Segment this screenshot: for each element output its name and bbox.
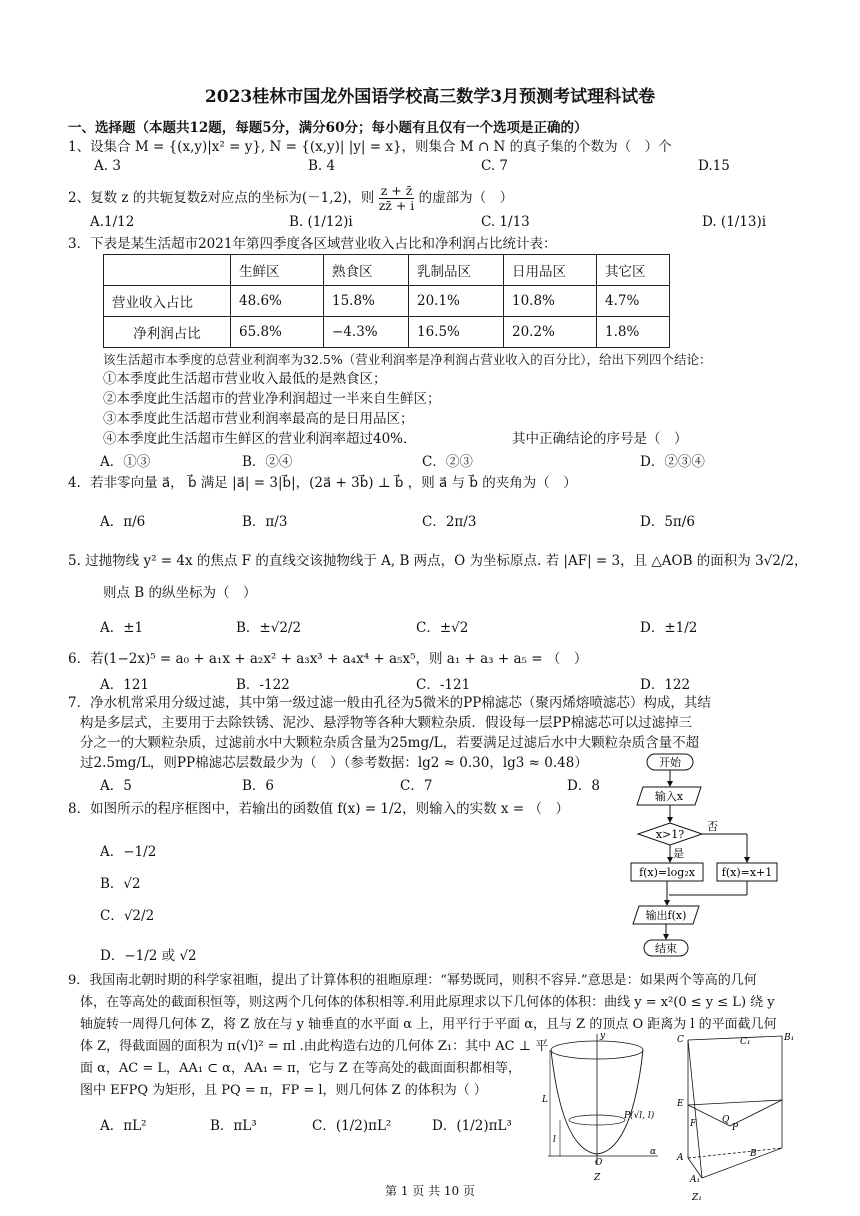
q1-option-c: C. 7	[481, 158, 509, 174]
fig-C-label: C	[677, 1035, 684, 1045]
q5-option-d: D．±1/2	[640, 620, 698, 636]
q2-fraction-num: z + z̄	[380, 183, 413, 198]
q8-option-c: C．√2/2	[100, 908, 155, 924]
table-cell: 48.6%	[231, 286, 324, 317]
q8-option-b: B．√2	[100, 876, 141, 892]
fig-L-label: L	[542, 1095, 548, 1105]
q4-stem: 4．若非零向量 a⃗， b⃗ 满足 |a⃗| = 3|b⃗|，(2a⃗ + 3b⃗) ⊥ b⃗ ，则 a⃗ 与 b⃗ 的夹角为（ ）	[68, 475, 577, 491]
q7-option-a: A．5	[100, 778, 132, 794]
fig-l-label: l	[553, 1135, 556, 1145]
fig-A1-label: A₁	[690, 1175, 701, 1185]
page-title: 2023桂林市国龙外国语学校高三数学3月预测考试理科试卷	[204, 87, 656, 107]
q2-option-b: B. (1/12)i	[289, 214, 353, 230]
fig-B-label: B	[750, 1149, 757, 1159]
table-row	[104, 286, 670, 317]
fig-Q-label: Q	[722, 1115, 730, 1125]
table-cell: 10.8%	[504, 286, 597, 317]
q1-option-b: B. 4	[308, 158, 336, 174]
q7-option-d: D．8	[567, 778, 600, 794]
flow-output-label: 输出f(x)	[645, 909, 687, 922]
table-cell: 净利润占比	[104, 317, 231, 348]
q9-line-3: 轴旋转一周得几何体 Z，将 Z 放在与 y 轴垂直的水平面 α 上，用平行于平面 α，且与 Z 的顶点 O 距离为 l 的平面截几何	[80, 1017, 777, 1032]
flow-input-label: 输入x	[654, 790, 684, 803]
q2-fraction-den: zz̄ + i	[378, 198, 415, 213]
q4-option-a: A．π/6	[100, 514, 146, 530]
fig-O-label: O	[595, 1158, 603, 1168]
q9-line-6: 图中 EFPQ 为矩形，且 PQ = π，FP = l，则几何体 Z 的体积为（ ）	[80, 1083, 487, 1098]
q3-option-b: B．②④	[242, 454, 293, 470]
q2-option-a: A.1/12	[90, 214, 135, 230]
q5-option-b: B．±√2/2	[236, 620, 302, 636]
fig-Pp-label: P	[732, 1123, 739, 1133]
q5-stem-2: 则点 B 的纵坐标为（ ）	[103, 585, 257, 601]
q3-option-a: A．①③	[100, 454, 151, 470]
q2-stem	[68, 180, 513, 216]
q7-line-3: 分之一的大颗粒杂质，过滤前水中大颗粒杂质含量为25mg/L，若要满足过滤后水中大颗粒杂质含量不超	[80, 735, 700, 751]
q8-flowchart	[625, 750, 780, 965]
q3-line1: 该生活超市本季度的总营业利润率为32.5%（营业利润率是净利润占营业收入的百分比），给出下列四个结论：	[103, 352, 712, 367]
table-cell: 65.8%	[231, 317, 324, 348]
table-cell: 4.7%	[597, 286, 670, 317]
q7-option-c: C．7	[400, 778, 433, 794]
table-cell: 乳制品区	[409, 255, 504, 286]
prism-z1	[688, 1036, 782, 1178]
fig-y-label: y	[600, 1031, 606, 1041]
table-cell: 20.2%	[504, 317, 597, 348]
fig-B1-label: B₁	[784, 1033, 795, 1043]
q9-option-d: D．(1/2)πL³	[432, 1118, 512, 1134]
fig-E-label: E	[677, 1099, 684, 1109]
q3-option-d: D．②③④	[640, 454, 705, 470]
q3-conclusion-1: ①本季度此生活超市营业收入最低的是熟食区；	[103, 371, 387, 387]
page-footer: 第 1 页 共 10 页	[385, 1184, 475, 1198]
q2-fraction	[379, 184, 415, 213]
table-cell: 日用品区	[504, 255, 597, 286]
fig-C1-label: C₁	[740, 1037, 751, 1047]
q1-stem: 1、设集合 M = {(x,y)|x² = y}, N = {(x,y)| |y| = x}，则集合 M ∩ N 的真子集的个数为（ ）个	[68, 139, 672, 155]
fig-alpha-label: α	[650, 1147, 657, 1157]
q6-option-c: C．-121	[416, 677, 471, 693]
table-row	[104, 317, 670, 348]
section-heading: 一、选择题（本题共12题，每题5分，满分60分；每小题有且仅有一个选项是正确的）	[68, 120, 588, 136]
q9-option-c: C．(1/2)πL²	[312, 1118, 392, 1134]
q7-line-4: 过2.5mg/L，则PP棉滤芯层数最少为（ ）（参考数据：lg2 ≈ 0.30，lg3 ≈ 0.48）	[80, 755, 588, 771]
q9-line-4: 体 Z，得截面圆的面积为 π(√l)² = πl .由此构造右边的几何体 Z₁：其中 AC ⊥ 平	[80, 1039, 549, 1054]
q4-option-c: C．2π/3	[422, 514, 477, 530]
fig-A-label: A	[677, 1153, 684, 1163]
q5-option-a: A．±1	[100, 620, 144, 636]
q9-option-a: A．πL²	[100, 1118, 147, 1134]
q4-option-d: D．5π/6	[640, 514, 695, 530]
table-header-row	[104, 255, 670, 286]
q6-option-a: A．121	[100, 677, 150, 693]
q9-line-5: 面 α，AC = L，AA₁ ⊂ α，AA₁ = π，它与 Z 在等高处的截面面积都相等，	[80, 1061, 521, 1076]
fig-Z1-label: Z₁	[692, 1193, 702, 1203]
table-cell: 20.1%	[409, 286, 504, 317]
q9-option-b: B．πL³	[210, 1118, 257, 1134]
table-cell: 熟食区	[324, 255, 409, 286]
q8-option-d: D．−1/2 或 √2	[100, 948, 197, 964]
q4-option-b: B．π/3	[242, 514, 288, 530]
paraboloid-z	[548, 1034, 658, 1165]
table-cell	[104, 255, 231, 286]
fig-Z-label: Z	[594, 1173, 601, 1183]
flow-plus-label: f(x)=x+1	[721, 866, 773, 879]
q1-option-d: D.15	[698, 158, 730, 174]
q2-stem-a: 2、复数 z 的共轭复数z̄对应点的坐标为(－1,2)，则	[68, 190, 375, 206]
q3-conclusion-4: ④本季度此生活超市生鲜区的营业利润率超过40%．	[103, 431, 417, 447]
q6-stem: 6．若(1−2x)⁵ = a₀ + a₁x + a₂x² + a₃x³ + a₄x⁴ + a₅x⁵，则 a₁ + a₃ + a₅ = （ ）	[68, 651, 588, 667]
q3-conclusion-2: ②本季度此生活超市的营业净利润超过一半来自生鲜区；	[103, 391, 441, 407]
table-cell: 15.8%	[324, 286, 409, 317]
q5-stem: 5. 过抛物线 y² = 4x 的焦点 F 的直线交该抛物线于 A, B 两点，O 为坐标原点. 若 |AF| = 3，且 △AOB 的面积为 3√2/2，	[68, 553, 808, 569]
flow-start-label: 开始	[659, 756, 681, 769]
table-cell: 生鲜区	[231, 255, 324, 286]
q3-option-c: C．②③	[422, 454, 473, 470]
q7-line-2: 构是多层式，主要用于去除铁锈、泥沙、悬浮物等各种大颗粒杂质．假设每一层PP棉滤芯可以过滤掉三	[80, 715, 693, 731]
fig-F-label: F	[690, 1119, 697, 1129]
q2-option-d: D. (1/13)i	[702, 214, 767, 230]
q7-option-b: B．6	[242, 778, 275, 794]
flow-condition-label: x>1?	[655, 828, 685, 841]
table-cell: 1.8%	[597, 317, 670, 348]
q8-stem: 8．如图所示的程序框图中，若输出的函数值 f(x) = 1/2，则输入的实数 x = （ ）	[68, 801, 569, 817]
q6-option-b: B．-122	[236, 677, 290, 693]
q3-ask: 其中正确结论的序号是（ ）	[512, 431, 688, 447]
q1-option-a: A. 3	[94, 158, 121, 174]
fig-P-label: P(√l, l)	[624, 1111, 655, 1121]
table-cell: 其它区	[597, 255, 670, 286]
q9-line-2: 体，在等高处的截面积恒等，则这两个几何体的体积相等.利用此原理求以下几何体的体积：曲线 y = x²(0 ≤ y ≤ L) 绕 y	[80, 995, 775, 1010]
q3-table	[103, 254, 670, 348]
q3-conclusion-3: ③本季度此生活超市营业利润率最高的是日用品区；	[103, 411, 414, 427]
q8-option-a: A．−1/2	[100, 844, 157, 860]
q7-line-1: 7．净水机常采用分级过滤，其中第一级过滤一般由孔径为5微米的PP棉滤芯（聚丙烯熔喷滤芯）构成，其结	[68, 695, 711, 711]
table-cell: 16.5%	[409, 317, 504, 348]
table-cell: −4.3%	[324, 317, 409, 348]
q6-option-d: D．122	[640, 677, 691, 693]
q9-line-1: 9．我国南北朝时期的科学家祖暅，提出了计算体积的祖暅原理：“幂势既同，则积不容异.”意思是：如果两个等高的几何	[68, 973, 757, 988]
q2-stem-b: 的虚部为（ ）	[418, 190, 514, 206]
table-cell: 营业收入占比	[104, 286, 231, 317]
q2-option-c: C. 1/13	[481, 214, 530, 230]
q3-stem: 3．下表是某生活超市2021年第四季度各区域营业收入占比和净利润占比统计表：	[68, 236, 557, 252]
flow-end-label: 结束	[655, 942, 677, 955]
flow-yes-label: 是	[673, 847, 684, 860]
q5-option-c: C．±√2	[416, 620, 469, 636]
flow-no-label: 否	[707, 820, 718, 833]
flow-log-label: f(x)=log₂x	[639, 866, 695, 879]
